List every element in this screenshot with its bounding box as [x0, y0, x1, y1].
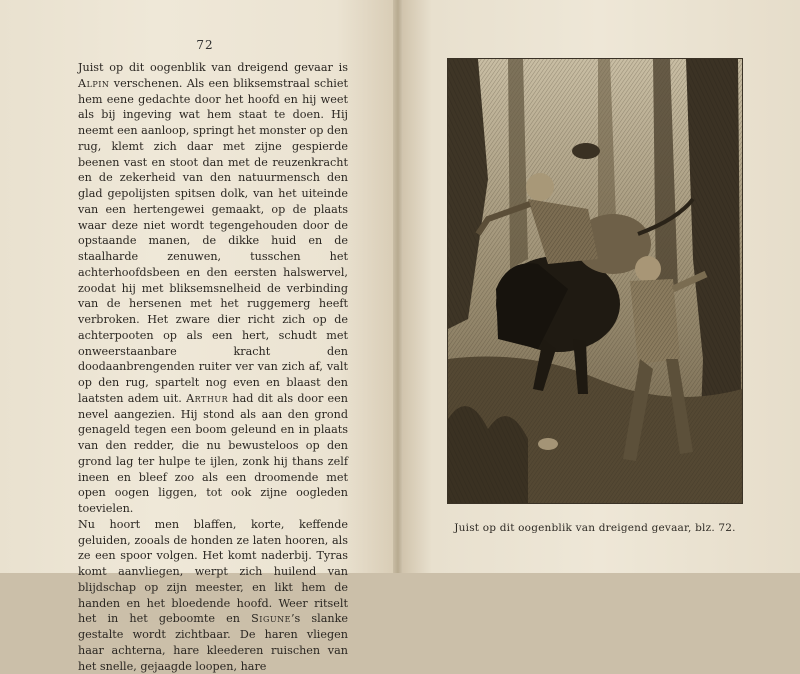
text-run: Nu hoort men blaffen, korte, keffende geluiden, zooals de honden ze laten hooren, als ze een spoor volgen. Het komt naderbij. Tyras komt aanvliegen, werpt zich huilend van blijdschap op zijn meester, en likt hem de handen en het bloedende hoofd. Weer ritselt het in het geboomte en — [78, 517, 348, 626]
engraving-illustration — [448, 59, 742, 503]
text-run: had dit als door een nevel aangezien. Hij stond als aan den grond genageld tegen een boom geleund en in plaats van den redder, die nu bewusteloos op den grond lag ter hulpe te ijlen, zonk hij thans zelf ineen en bleef zoo als een droomende met open oogen liggen, tot ook zijne oogleden toevielen. — [78, 391, 348, 515]
book-gutter — [393, 0, 403, 573]
text-run: Juist op dit oogenblik van dreigend gevaar is — [78, 61, 348, 74]
body-text — [78, 60, 348, 674]
illustration-plate — [447, 58, 743, 504]
character-name: Alpin — [78, 76, 110, 90]
body-paragraph — [78, 60, 348, 517]
text-run: ’s slanke gestalte wordt zichtbaar. De haren vliegen haar achterna, hare kleederen ruischen van het snelle, gejaagde loopen, hare — [78, 612, 348, 673]
page-number: 72 — [196, 38, 214, 52]
character-name: Sigune — [251, 612, 291, 626]
body-paragraph — [78, 517, 348, 674]
text-run: verschenen. Als een bliksemstraal schiet hem eene gedachte door het hoofd en hij weet als bij ingeving wat hem staat te doen. Hij neemt een aanloop, springt het monster op den rug, klemt zich daar met zijne gespierde beenen vast en stoot dan met de reuzenkracht en de zekerheid van den natuurmensch den glad gepolijsten spitsen dolk, van het uiteinde van een hertengewei gemaakt, op de plaats waar deze niet wordt tegengehouden door de opstaande manen, de dikke huid en de staalharde zenuwen, tusschen het achterhoofdsbeen en den eersten halswervel, zoodat hij met bliksemsnelheid de verbinding van de hersenen met het ruggemerg heeft verbroken. Het zware dier richt zich op de achterpooten op als een hert, schudt met onweerstaanbare kracht den doodaanbrengenden ruiter ver van zich af, valt op den rug, spartelt nog even en blaast den laatsten adem uit. — [78, 76, 348, 405]
character-name: Arthur — [186, 391, 229, 405]
illustration-caption: Juist op dit oogenblik van dreigend gevaar, blz. 72. — [454, 522, 736, 534]
